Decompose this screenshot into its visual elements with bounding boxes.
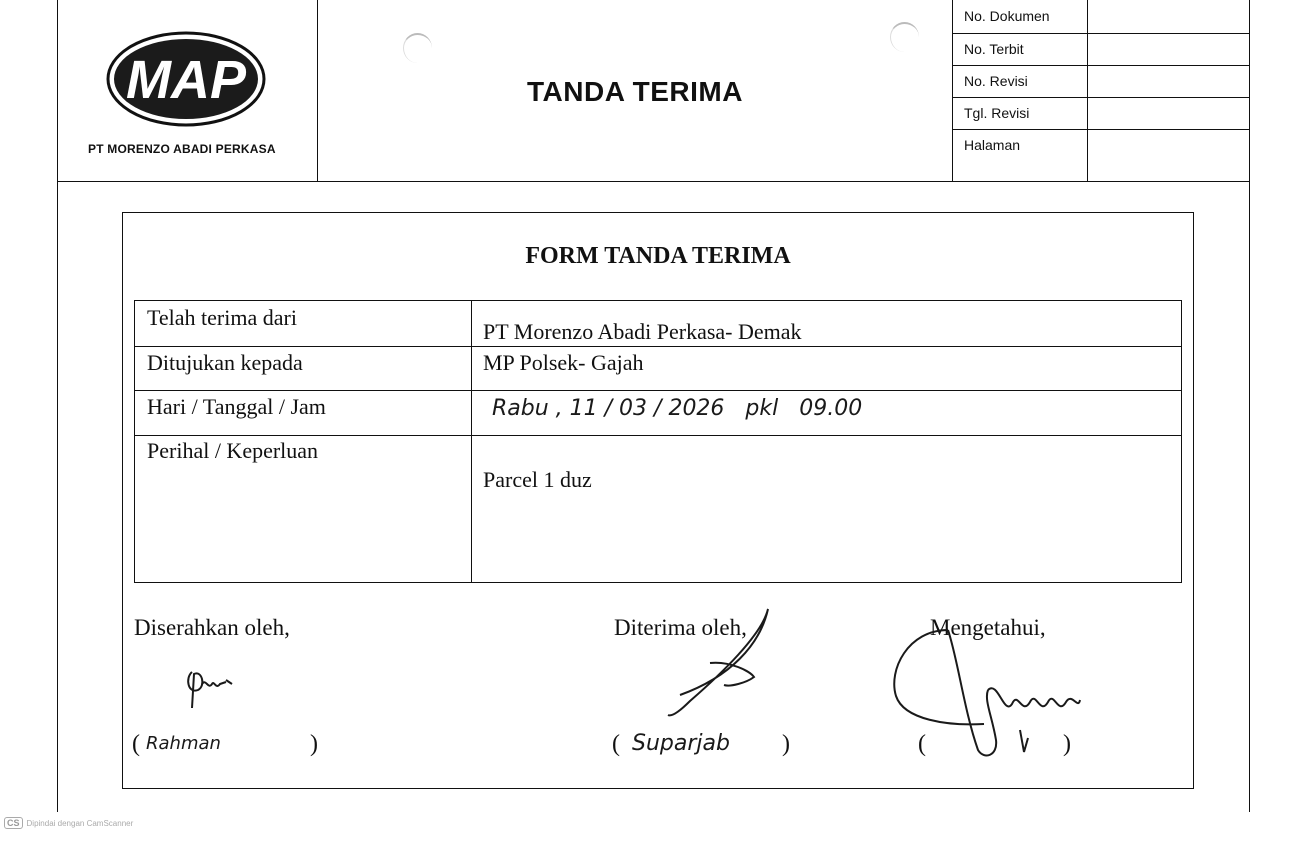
table-row-line [134, 435, 1181, 436]
meta-row-line [952, 129, 1250, 130]
meta-divider [1087, 0, 1088, 182]
company-name: PT MORENZO ABADI PERKASA [88, 142, 276, 156]
header-bottom-border [57, 181, 1250, 182]
camscanner-icon: CS [4, 817, 23, 829]
meta-label-tgl-revisi: Tgl. Revisi [964, 105, 1030, 121]
meta-label-no-revisi: No. Revisi [964, 73, 1028, 89]
paren-close: ) [782, 731, 790, 757]
caption-diserahkan: Diserahkan oleh, [134, 615, 290, 640]
meta-label-no-dokumen: No. Dokumen [964, 8, 1050, 24]
row-label-perihal: Perihal / Keperluan [147, 438, 319, 463]
document-title: TANDA TERIMA [527, 76, 743, 107]
caption-diterima: Diterima oleh, [614, 615, 747, 640]
meta-label-no-terbit: No. Terbit [964, 41, 1024, 57]
signature-diterima [650, 605, 780, 725]
row-value-ditujukan: MP Polsek- Gajah [483, 350, 644, 375]
meta-row-line [952, 65, 1250, 66]
row-label-telah-terima: Telah terima dari [147, 305, 297, 330]
name-diterima: Suparjab [632, 731, 730, 756]
form-title: FORM TANDA TERIMA [525, 243, 791, 269]
meta-label-halaman: Halaman [964, 137, 1021, 153]
paren-open: ( [918, 731, 926, 757]
meta-row-line [952, 97, 1250, 98]
caption-mengetahui: Mengetahui, [930, 615, 1046, 640]
row-value-perihal: Parcel 1 duz [483, 467, 592, 492]
camscanner-footer [4, 817, 133, 829]
camscanner-text: Dipindai dengan CamScanner [26, 818, 134, 828]
table-row-line [134, 390, 1181, 391]
page-left-border [57, 0, 58, 812]
logo-text: MAP [126, 50, 246, 110]
paren-close: ) [310, 731, 318, 757]
table-column-divider [471, 300, 472, 582]
row-value-telah-terima: PT Morenzo Abadi Perkasa- Demak [483, 319, 802, 344]
paren-open: ( [132, 731, 140, 757]
meta-row-line [952, 33, 1250, 34]
table-row-line [134, 346, 1181, 347]
page-right-border [1249, 0, 1250, 812]
header-divider-right [952, 0, 953, 182]
row-value-tanggal-handwritten: Rabu , 11 / 03 / 2026 pkl 09.00 [492, 396, 863, 421]
punch-hole-mark [890, 22, 919, 52]
signature-diserahkan [180, 660, 250, 720]
company-logo [105, 30, 267, 128]
name-diserahkan: Rahman [146, 733, 221, 754]
row-label-ditujukan: Ditujukan kepada [147, 350, 303, 375]
row-label-tanggal: Hari / Tanggal / Jam [147, 394, 326, 419]
paren-close: ) [1063, 731, 1071, 757]
punch-hole-mark [403, 33, 432, 63]
paren-open: ( [612, 731, 620, 757]
